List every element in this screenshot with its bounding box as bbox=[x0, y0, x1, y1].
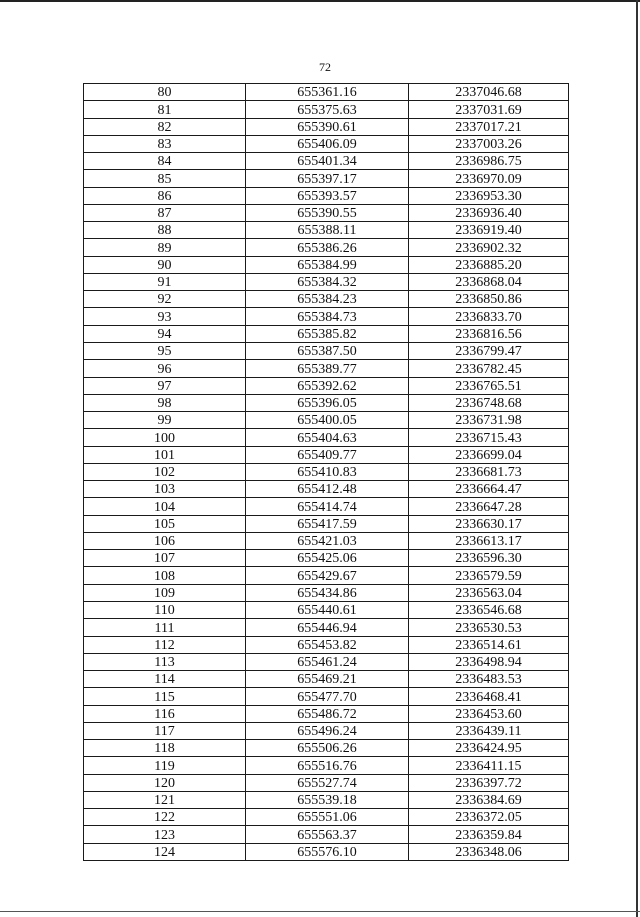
y-coordinate-cell: 2337003.26 bbox=[409, 135, 569, 152]
table-row bbox=[84, 515, 569, 532]
point-number-cell: 112 bbox=[84, 636, 246, 653]
point-number-cell: 91 bbox=[84, 273, 246, 290]
table-row bbox=[84, 671, 569, 688]
table-row bbox=[84, 826, 569, 843]
table-row bbox=[84, 101, 569, 118]
y-coordinate-cell: 2336498.94 bbox=[409, 653, 569, 670]
x-coordinate-cell: 655390.55 bbox=[246, 204, 409, 221]
table-row bbox=[84, 809, 569, 826]
table-row bbox=[84, 118, 569, 135]
point-number-cell: 102 bbox=[84, 463, 246, 480]
point-number-cell: 86 bbox=[84, 187, 246, 204]
x-coordinate-cell: 655388.11 bbox=[246, 222, 409, 239]
x-coordinate-cell: 655389.77 bbox=[246, 360, 409, 377]
point-number-cell: 117 bbox=[84, 722, 246, 739]
x-coordinate-cell: 655527.74 bbox=[246, 774, 409, 791]
point-number-cell: 107 bbox=[84, 550, 246, 567]
x-coordinate-cell: 655417.59 bbox=[246, 515, 409, 532]
table-row bbox=[84, 135, 569, 152]
table-row bbox=[84, 222, 569, 239]
x-coordinate-cell: 655390.61 bbox=[246, 118, 409, 135]
y-coordinate-cell: 2336453.60 bbox=[409, 705, 569, 722]
point-number-cell: 116 bbox=[84, 705, 246, 722]
x-coordinate-cell: 655414.74 bbox=[246, 498, 409, 515]
x-coordinate-cell: 655461.24 bbox=[246, 653, 409, 670]
point-number-cell: 118 bbox=[84, 740, 246, 757]
x-coordinate-cell: 655384.73 bbox=[246, 308, 409, 325]
table-row bbox=[84, 481, 569, 498]
y-coordinate-cell: 2336613.17 bbox=[409, 532, 569, 549]
x-coordinate-cell: 655384.23 bbox=[246, 291, 409, 308]
table-row bbox=[84, 601, 569, 618]
y-coordinate-cell: 2336359.84 bbox=[409, 826, 569, 843]
point-number-cell: 122 bbox=[84, 809, 246, 826]
point-number-cell: 119 bbox=[84, 757, 246, 774]
x-coordinate-cell: 655400.05 bbox=[246, 412, 409, 429]
x-coordinate-cell: 655361.16 bbox=[246, 84, 409, 101]
y-coordinate-cell: 2336731.98 bbox=[409, 412, 569, 429]
scan-edge-top bbox=[0, 0, 640, 2]
point-number-cell: 80 bbox=[84, 84, 246, 101]
table-row bbox=[84, 360, 569, 377]
point-number-cell: 108 bbox=[84, 567, 246, 584]
table-row bbox=[84, 84, 569, 101]
y-coordinate-cell: 2336546.68 bbox=[409, 601, 569, 618]
y-coordinate-cell: 2336630.17 bbox=[409, 515, 569, 532]
y-coordinate-cell: 2336765.51 bbox=[409, 377, 569, 394]
page-number: 72 bbox=[319, 60, 331, 74]
x-coordinate-cell: 655409.77 bbox=[246, 446, 409, 463]
y-coordinate-cell: 2336782.45 bbox=[409, 360, 569, 377]
table-row bbox=[84, 498, 569, 515]
coordinates-table bbox=[83, 83, 569, 861]
x-coordinate-cell: 655486.72 bbox=[246, 705, 409, 722]
point-number-cell: 85 bbox=[84, 170, 246, 187]
table-row bbox=[84, 463, 569, 480]
point-number-cell: 115 bbox=[84, 688, 246, 705]
point-number-cell: 105 bbox=[84, 515, 246, 532]
y-coordinate-cell: 2336530.53 bbox=[409, 619, 569, 636]
x-coordinate-cell: 655396.05 bbox=[246, 394, 409, 411]
y-coordinate-cell: 2336902.32 bbox=[409, 239, 569, 256]
y-coordinate-cell: 2336647.28 bbox=[409, 498, 569, 515]
table-row bbox=[84, 273, 569, 290]
y-coordinate-cell: 2336799.47 bbox=[409, 342, 569, 359]
y-coordinate-cell: 2336596.30 bbox=[409, 550, 569, 567]
table-row bbox=[84, 342, 569, 359]
x-coordinate-cell: 655385.82 bbox=[246, 325, 409, 342]
table-row bbox=[84, 187, 569, 204]
y-coordinate-cell: 2337017.21 bbox=[409, 118, 569, 135]
x-coordinate-cell: 655469.21 bbox=[246, 671, 409, 688]
y-coordinate-cell: 2336681.73 bbox=[409, 463, 569, 480]
x-coordinate-cell: 655496.24 bbox=[246, 722, 409, 739]
x-coordinate-cell: 655434.86 bbox=[246, 584, 409, 601]
point-number-cell: 94 bbox=[84, 325, 246, 342]
coordinates-table-body bbox=[84, 84, 569, 861]
y-coordinate-cell: 2336579.59 bbox=[409, 567, 569, 584]
table-row bbox=[84, 204, 569, 221]
y-coordinate-cell: 2336424.95 bbox=[409, 740, 569, 757]
point-number-cell: 104 bbox=[84, 498, 246, 515]
point-number-cell: 82 bbox=[84, 118, 246, 135]
y-coordinate-cell: 2336384.69 bbox=[409, 791, 569, 808]
point-number-cell: 101 bbox=[84, 446, 246, 463]
table-row bbox=[84, 429, 569, 446]
table-row bbox=[84, 619, 569, 636]
table-row bbox=[84, 170, 569, 187]
y-coordinate-cell: 2337031.69 bbox=[409, 101, 569, 118]
table-row bbox=[84, 653, 569, 670]
point-number-cell: 121 bbox=[84, 791, 246, 808]
y-coordinate-cell: 2336986.75 bbox=[409, 153, 569, 170]
y-coordinate-cell: 2336468.41 bbox=[409, 688, 569, 705]
point-number-cell: 88 bbox=[84, 222, 246, 239]
y-coordinate-cell: 2336936.40 bbox=[409, 204, 569, 221]
point-number-cell: 93 bbox=[84, 308, 246, 325]
point-number-cell: 123 bbox=[84, 826, 246, 843]
table-row bbox=[84, 550, 569, 567]
x-coordinate-cell: 655453.82 bbox=[246, 636, 409, 653]
point-number-cell: 111 bbox=[84, 619, 246, 636]
y-coordinate-cell: 2336372.05 bbox=[409, 809, 569, 826]
point-number-cell: 120 bbox=[84, 774, 246, 791]
table-row bbox=[84, 153, 569, 170]
x-coordinate-cell: 655384.99 bbox=[246, 256, 409, 273]
table-row bbox=[84, 239, 569, 256]
table-row bbox=[84, 774, 569, 791]
y-coordinate-cell: 2336397.72 bbox=[409, 774, 569, 791]
x-coordinate-cell: 655421.03 bbox=[246, 532, 409, 549]
x-coordinate-cell: 655386.26 bbox=[246, 239, 409, 256]
y-coordinate-cell: 2336748.68 bbox=[409, 394, 569, 411]
table-row bbox=[84, 791, 569, 808]
x-coordinate-cell: 655406.09 bbox=[246, 135, 409, 152]
table-row bbox=[84, 256, 569, 273]
y-coordinate-cell: 2336953.30 bbox=[409, 187, 569, 204]
table-row bbox=[84, 291, 569, 308]
table-row bbox=[84, 757, 569, 774]
y-coordinate-cell: 2336514.61 bbox=[409, 636, 569, 653]
x-coordinate-cell: 655397.17 bbox=[246, 170, 409, 187]
x-coordinate-cell: 655576.10 bbox=[246, 843, 409, 860]
y-coordinate-cell: 2336715.43 bbox=[409, 429, 569, 446]
table-row bbox=[84, 325, 569, 342]
x-coordinate-cell: 655477.70 bbox=[246, 688, 409, 705]
x-coordinate-cell: 655401.34 bbox=[246, 153, 409, 170]
point-number-cell: 87 bbox=[84, 204, 246, 221]
point-number-cell: 106 bbox=[84, 532, 246, 549]
x-coordinate-cell: 655392.62 bbox=[246, 377, 409, 394]
y-coordinate-cell: 2336699.04 bbox=[409, 446, 569, 463]
table-row bbox=[84, 705, 569, 722]
point-number-cell: 97 bbox=[84, 377, 246, 394]
point-number-cell: 100 bbox=[84, 429, 246, 446]
point-number-cell: 98 bbox=[84, 394, 246, 411]
table-row bbox=[84, 412, 569, 429]
point-number-cell: 81 bbox=[84, 101, 246, 118]
point-number-cell: 95 bbox=[84, 342, 246, 359]
point-number-cell: 103 bbox=[84, 481, 246, 498]
point-number-cell: 92 bbox=[84, 291, 246, 308]
point-number-cell: 124 bbox=[84, 843, 246, 860]
point-number-cell: 84 bbox=[84, 153, 246, 170]
scan-edge-right bbox=[636, 0, 638, 917]
table-row bbox=[84, 446, 569, 463]
table-row bbox=[84, 740, 569, 757]
x-coordinate-cell: 655506.26 bbox=[246, 740, 409, 757]
point-number-cell: 89 bbox=[84, 239, 246, 256]
scan-edge-bottom bbox=[0, 911, 640, 912]
y-coordinate-cell: 2336439.11 bbox=[409, 722, 569, 739]
y-coordinate-cell: 2336970.09 bbox=[409, 170, 569, 187]
table-row bbox=[84, 843, 569, 860]
x-coordinate-cell: 655429.67 bbox=[246, 567, 409, 584]
table-row bbox=[84, 377, 569, 394]
y-coordinate-cell: 2336563.04 bbox=[409, 584, 569, 601]
table-row bbox=[84, 532, 569, 549]
y-coordinate-cell: 2336411.15 bbox=[409, 757, 569, 774]
y-coordinate-cell: 2336885.20 bbox=[409, 256, 569, 273]
point-number-cell: 114 bbox=[84, 671, 246, 688]
table-row bbox=[84, 584, 569, 601]
x-coordinate-cell: 655412.48 bbox=[246, 481, 409, 498]
table-row bbox=[84, 567, 569, 584]
point-number-cell: 83 bbox=[84, 135, 246, 152]
x-coordinate-cell: 655387.50 bbox=[246, 342, 409, 359]
x-coordinate-cell: 655384.32 bbox=[246, 273, 409, 290]
point-number-cell: 113 bbox=[84, 653, 246, 670]
x-coordinate-cell: 655563.37 bbox=[246, 826, 409, 843]
y-coordinate-cell: 2336483.53 bbox=[409, 671, 569, 688]
table-row bbox=[84, 394, 569, 411]
x-coordinate-cell: 655440.61 bbox=[246, 601, 409, 618]
y-coordinate-cell: 2337046.68 bbox=[409, 84, 569, 101]
x-coordinate-cell: 655393.57 bbox=[246, 187, 409, 204]
x-coordinate-cell: 655375.63 bbox=[246, 101, 409, 118]
x-coordinate-cell: 655410.83 bbox=[246, 463, 409, 480]
y-coordinate-cell: 2336816.56 bbox=[409, 325, 569, 342]
x-coordinate-cell: 655551.06 bbox=[246, 809, 409, 826]
y-coordinate-cell: 2336833.70 bbox=[409, 308, 569, 325]
y-coordinate-cell: 2336919.40 bbox=[409, 222, 569, 239]
point-number-cell: 90 bbox=[84, 256, 246, 273]
point-number-cell: 110 bbox=[84, 601, 246, 618]
point-number-cell: 109 bbox=[84, 584, 246, 601]
y-coordinate-cell: 2336850.86 bbox=[409, 291, 569, 308]
table-row bbox=[84, 636, 569, 653]
y-coordinate-cell: 2336348.06 bbox=[409, 843, 569, 860]
table-row bbox=[84, 688, 569, 705]
point-number-cell: 96 bbox=[84, 360, 246, 377]
x-coordinate-cell: 655404.63 bbox=[246, 429, 409, 446]
table-row bbox=[84, 722, 569, 739]
y-coordinate-cell: 2336868.04 bbox=[409, 273, 569, 290]
x-coordinate-cell: 655539.18 bbox=[246, 791, 409, 808]
y-coordinate-cell: 2336664.47 bbox=[409, 481, 569, 498]
x-coordinate-cell: 655446.94 bbox=[246, 619, 409, 636]
point-number-cell: 99 bbox=[84, 412, 246, 429]
x-coordinate-cell: 655425.06 bbox=[246, 550, 409, 567]
table-row bbox=[84, 308, 569, 325]
x-coordinate-cell: 655516.76 bbox=[246, 757, 409, 774]
